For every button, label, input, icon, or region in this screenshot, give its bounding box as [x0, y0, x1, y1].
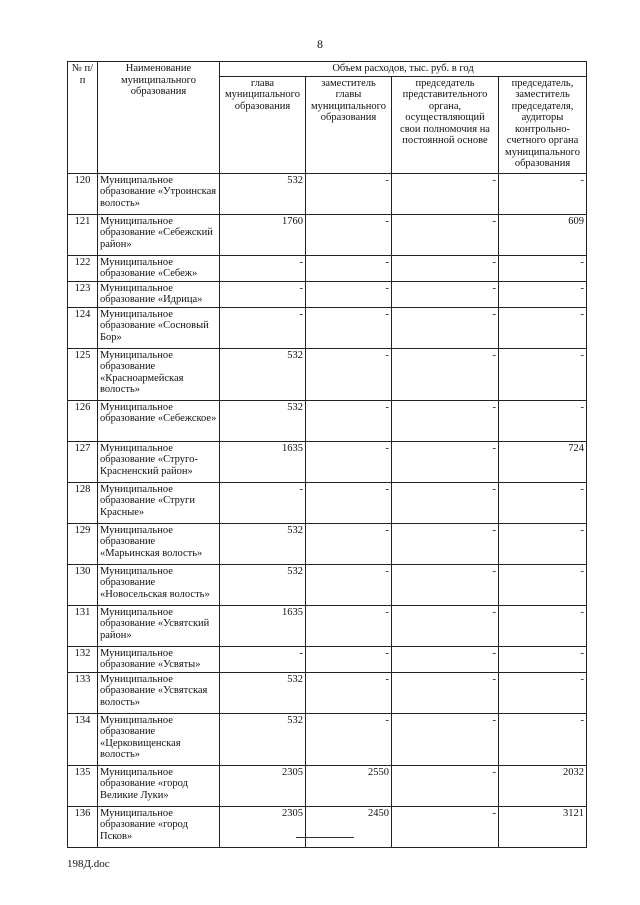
row-audit-expense: 724 — [499, 441, 587, 482]
row-chair-expense: - — [392, 173, 499, 214]
row-audit-expense: - — [499, 713, 587, 765]
row-audit-expense: - — [499, 281, 587, 307]
row-deputy-expense: - — [306, 564, 392, 605]
row-deputy-expense: - — [306, 672, 392, 713]
table-row — [68, 348, 587, 400]
header-deputy-head: заместитель главы муниципального образования — [306, 76, 392, 173]
row-deputy-expense: - — [306, 482, 392, 523]
page-number: 8 — [317, 37, 323, 51]
row-deputy-expense: - — [306, 255, 392, 281]
row-audit-expense: - — [499, 646, 587, 672]
row-head-expense: 532 — [220, 672, 306, 713]
table-row — [68, 806, 587, 847]
row-number: 122 — [68, 255, 98, 281]
row-name: Муниципальное образование «Утроинская волость» — [98, 173, 220, 214]
row-number: 132 — [68, 646, 98, 672]
row-audit-expense: - — [499, 672, 587, 713]
row-chair-expense: - — [392, 765, 499, 806]
row-head-expense: 1635 — [220, 605, 306, 646]
header-head: глава муниципального образования — [220, 76, 306, 173]
row-deputy-expense: - — [306, 605, 392, 646]
row-head-expense: 532 — [220, 400, 306, 441]
table-row — [68, 523, 587, 564]
table-row — [68, 281, 587, 307]
row-name: Муниципальное образование «город Псков» — [98, 806, 220, 847]
row-audit-expense: - — [499, 564, 587, 605]
header-audit-chamber: председатель, заместитель председателя, аудиторы контрольно-счетного органа муниципального образования — [499, 76, 587, 173]
row-audit-expense: 609 — [499, 214, 587, 255]
row-number: 130 — [68, 564, 98, 605]
row-chair-expense: - — [392, 605, 499, 646]
row-head-expense: 532 — [220, 713, 306, 765]
table-row — [68, 564, 587, 605]
row-deputy-expense: - — [306, 441, 392, 482]
row-name: Муниципальное образование «Струго-Красненский район» — [98, 441, 220, 482]
table-row — [68, 713, 587, 765]
header-number: № п/п — [68, 62, 98, 174]
row-chair-expense: - — [392, 255, 499, 281]
row-deputy-expense: - — [306, 348, 392, 400]
row-chair-expense: - — [392, 713, 499, 765]
row-chair-expense: - — [392, 523, 499, 564]
row-head-expense: 1635 — [220, 441, 306, 482]
table-row — [68, 765, 587, 806]
row-name: Муниципальное образование «Идрица» — [98, 281, 220, 307]
row-name: Муниципальное образование «Себежский район» — [98, 214, 220, 255]
row-number: 126 — [68, 400, 98, 441]
table-row — [68, 307, 587, 348]
row-number: 128 — [68, 482, 98, 523]
row-chair-expense: - — [392, 806, 499, 847]
row-chair-expense: - — [392, 214, 499, 255]
row-head-expense: 2305 — [220, 765, 306, 806]
row-name: Муниципальное образование «город Великие Луки» — [98, 765, 220, 806]
row-chair-expense: - — [392, 307, 499, 348]
row-name: Муниципальное образование «Марьинская волость» — [98, 523, 220, 564]
row-head-expense: - — [220, 255, 306, 281]
row-number: 123 — [68, 281, 98, 307]
row-deputy-expense: - — [306, 523, 392, 564]
row-head-expense: 1760 — [220, 214, 306, 255]
row-chair-expense: - — [392, 646, 499, 672]
table-row — [68, 255, 587, 281]
table-row — [68, 482, 587, 523]
row-head-expense: - — [220, 646, 306, 672]
row-head-expense: 2305 — [220, 806, 306, 847]
row-name: Муниципальное образование «Себеж» — [98, 255, 220, 281]
header-expenses-group: Объем расходов, тыс. руб. в год — [220, 62, 587, 77]
row-audit-expense: - — [499, 400, 587, 441]
row-deputy-expense: - — [306, 173, 392, 214]
header-name: Наименование муниципального образования — [98, 62, 220, 174]
row-name: Муниципальное образование «Новосельская волость» — [98, 564, 220, 605]
row-deputy-expense: - — [306, 281, 392, 307]
row-head-expense: - — [220, 307, 306, 348]
row-deputy-expense: - — [306, 400, 392, 441]
row-number: 131 — [68, 605, 98, 646]
row-deputy-expense: - — [306, 214, 392, 255]
footer-divider — [296, 837, 354, 838]
row-head-expense: - — [220, 281, 306, 307]
table-row — [68, 646, 587, 672]
row-head-expense: 532 — [220, 523, 306, 564]
row-audit-expense: - — [499, 255, 587, 281]
row-audit-expense: - — [499, 307, 587, 348]
row-name: Муниципальное образование «Красноармейская волость» — [98, 348, 220, 400]
row-number: 127 — [68, 441, 98, 482]
row-head-expense: - — [220, 482, 306, 523]
row-number: 124 — [68, 307, 98, 348]
row-audit-expense: 3121 — [499, 806, 587, 847]
row-chair-expense: - — [392, 441, 499, 482]
row-head-expense: 532 — [220, 564, 306, 605]
row-name: Муниципальное образование «Струги Красные» — [98, 482, 220, 523]
row-name: Муниципальное образование «Усвятский район» — [98, 605, 220, 646]
table-row — [68, 605, 587, 646]
row-chair-expense: - — [392, 348, 499, 400]
row-deputy-expense: 2450 — [306, 806, 392, 847]
row-chair-expense: - — [392, 281, 499, 307]
document-filename: 198Д.doc — [67, 858, 110, 870]
row-name: Муниципальное образование «Церковищенская волость» — [98, 713, 220, 765]
row-number: 120 — [68, 173, 98, 214]
row-name: Муниципальное образование «Усвяты» — [98, 646, 220, 672]
table-row — [68, 400, 587, 441]
row-chair-expense: - — [392, 564, 499, 605]
row-number: 121 — [68, 214, 98, 255]
row-deputy-expense: - — [306, 713, 392, 765]
row-head-expense: 532 — [220, 173, 306, 214]
row-audit-expense: - — [499, 348, 587, 400]
row-name: Муниципальное образование «Себежское» — [98, 400, 220, 441]
table-row — [68, 214, 587, 255]
row-number: 134 — [68, 713, 98, 765]
row-name: Муниципальное образование «Сосновый Бор» — [98, 307, 220, 348]
row-name: Муниципальное образование «Усвятская волость» — [98, 672, 220, 713]
row-chair-expense: - — [392, 482, 499, 523]
row-audit-expense: - — [499, 482, 587, 523]
row-deputy-expense: 2550 — [306, 765, 392, 806]
row-audit-expense: - — [499, 523, 587, 564]
row-deputy-expense: - — [306, 307, 392, 348]
row-audit-expense: - — [499, 605, 587, 646]
row-audit-expense: - — [499, 173, 587, 214]
row-deputy-expense: - — [306, 646, 392, 672]
row-number: 133 — [68, 672, 98, 713]
table-row — [68, 173, 587, 214]
row-number: 135 — [68, 765, 98, 806]
expenses-table — [67, 61, 587, 848]
row-chair-expense: - — [392, 672, 499, 713]
row-audit-expense: 2032 — [499, 765, 587, 806]
header-council-chair: председатель представительного органа, осуществляющий свои полномочия на постоянной основе — [392, 76, 499, 173]
row-number: 125 — [68, 348, 98, 400]
table-row — [68, 672, 587, 713]
row-number: 136 — [68, 806, 98, 847]
row-number: 129 — [68, 523, 98, 564]
row-chair-expense: - — [392, 400, 499, 441]
row-head-expense: 532 — [220, 348, 306, 400]
table-row — [68, 441, 587, 482]
